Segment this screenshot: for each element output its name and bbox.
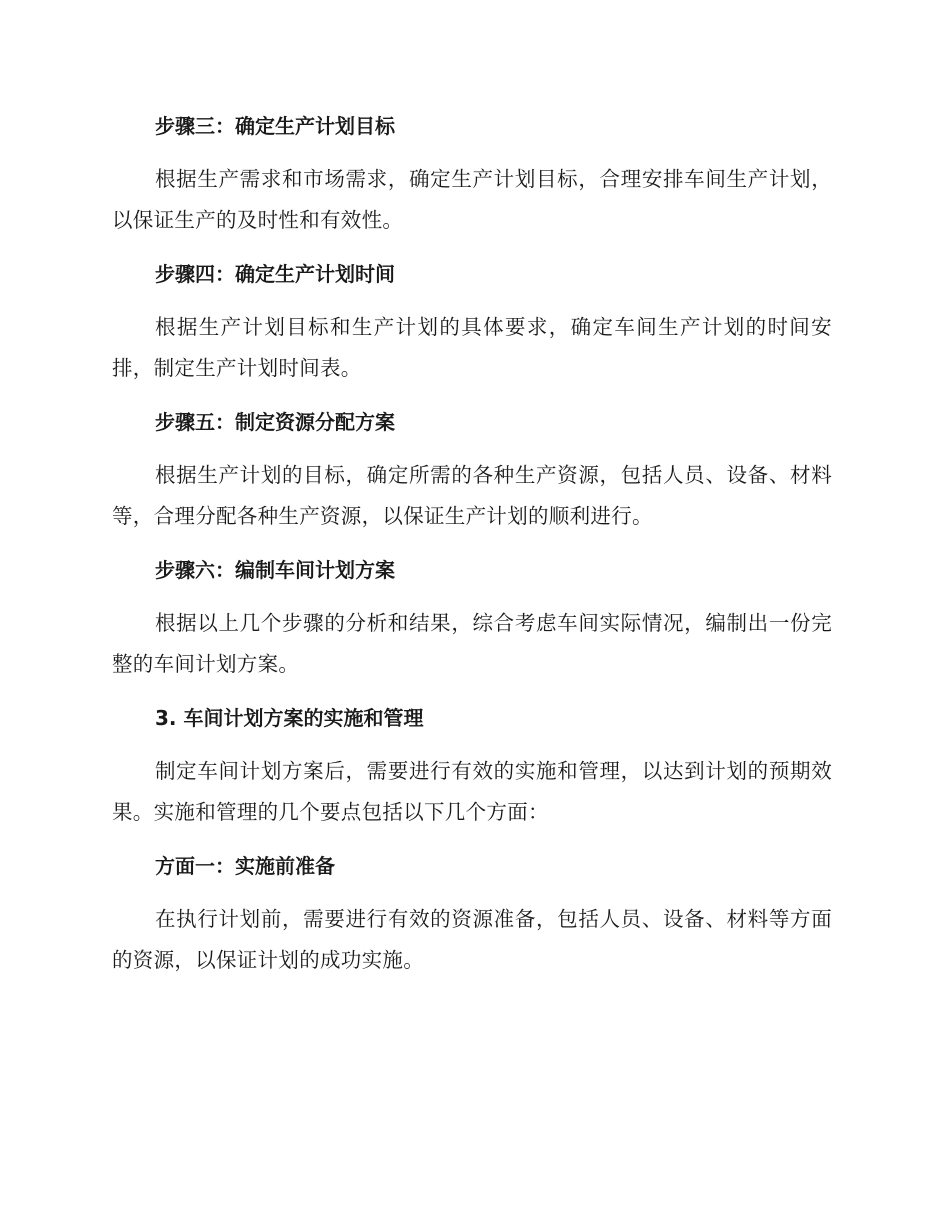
section-paragraph-implementation: 制定车间计划方案后，需要进行有效的实施和管理，以达到计划的预期效果。实施和管理的几个要点包括以下几个方面：	[112, 759, 832, 824]
document-body	[112, 107, 832, 995]
section-heading-aspect-1: 方面一：实施前准备	[155, 854, 335, 878]
section-heading-step-6: 步骤六：编制车间计划方案	[155, 558, 395, 582]
section-paragraph-step-6: 根据以上几个步骤的分析和结果，综合考虑车间实际情况，编制出一份完整的车间计划方案。	[112, 611, 832, 676]
section-heading-implementation: 3. 车间计划方案的实施和管理	[155, 706, 424, 730]
section-paragraph-step-3: 根据生产需求和市场需求，确定生产计划目标，合理安排车间生产计划，以保证生产的及时性和有效性。	[112, 167, 832, 232]
section-paragraph-step-5: 根据生产计划的目标，确定所需的各种生产资源，包括人员、设备、材料等，合理分配各种生产资源，以保证生产计划的顺利进行。	[112, 463, 832, 528]
section-paragraph-step-4: 根据生产计划目标和生产计划的具体要求，确定车间生产计划的时间安排，制定生产计划时间表。	[112, 315, 832, 380]
section-paragraph-aspect-1: 在执行计划前，需要进行有效的资源准备，包括人员、设备、材料等方面的资源，以保证计划的成功实施。	[112, 907, 832, 972]
section-heading-step-3: 步骤三：确定生产计划目标	[155, 114, 395, 138]
section-heading-step-4: 步骤四：确定生产计划时间	[155, 262, 395, 286]
section-heading-step-5: 步骤五：制定资源分配方案	[155, 410, 395, 434]
